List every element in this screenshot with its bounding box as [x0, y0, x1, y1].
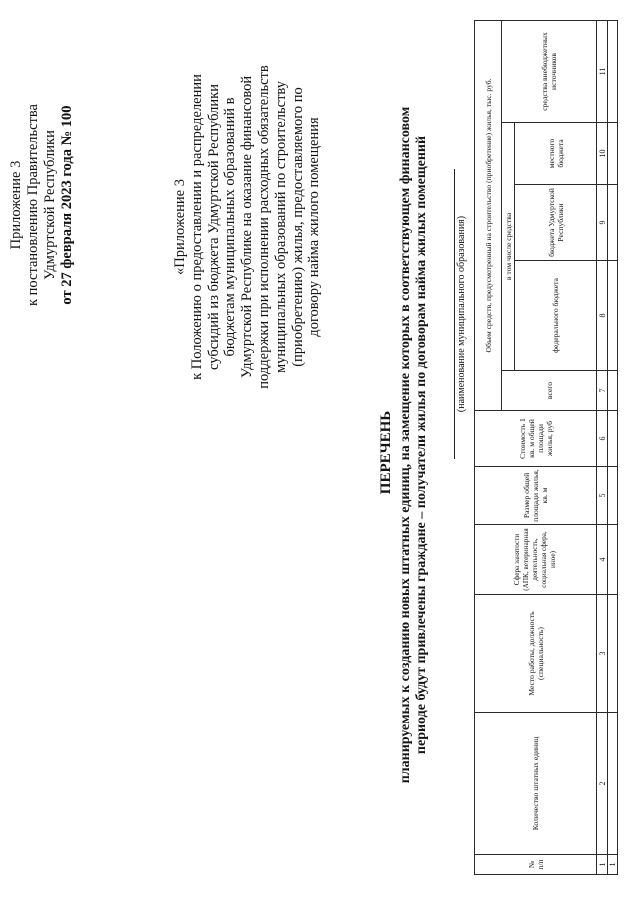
header-count: Количество штатных единиц: [475, 713, 597, 855]
column-number: 11: [597, 20, 608, 122]
header-udmurt: бюджета Удмуртской Республики: [515, 185, 597, 261]
appendix-header: [8, 25, 76, 385]
subtitle-line-1: планируемых к созданию новых штатных единиц, на замещение которых в соответствующем финансовом: [398, 106, 413, 784]
appendix-line-3: Удмуртской Республики: [42, 130, 58, 280]
column-number: 5: [597, 467, 608, 525]
appendix-line-4: от 27 февраля 2023 года № 100: [59, 105, 75, 305]
municipality-label: (наименование муниципального образования): [456, 215, 467, 413]
table-cell: [608, 595, 618, 713]
header-area: Размер общей площади жилья, кв. м: [475, 467, 597, 525]
column-number: 8: [597, 261, 608, 371]
header-volume: Объем средств, предусмотренный на строительство (приобретение) жилья, тыс. руб.: [475, 20, 502, 410]
column-number: 4: [597, 525, 608, 595]
header-total: всего: [502, 371, 597, 411]
column-number: 3: [597, 595, 608, 713]
table-cell: [608, 123, 618, 185]
column-number-row: [597, 20, 608, 874]
document-title: ПЕРЕЧЕНЬ: [378, 410, 394, 495]
column-number: 1: [597, 855, 608, 875]
polozhenie-block: [172, 17, 323, 437]
municipality-underline: [454, 169, 455, 459]
polozhenie-line-1: «Приложение 3: [172, 179, 188, 275]
polozhenie-line-8: (приобретению) жилья, предоставляемого по: [289, 87, 306, 367]
header-cost: Стоимость 1 кв. м общей площади жилья, руб: [475, 411, 597, 467]
table-cell: [608, 713, 618, 855]
column-number: 2: [597, 713, 608, 855]
header-local: местного бюджета: [515, 123, 597, 185]
table-cell: [608, 261, 618, 371]
column-number: 7: [597, 371, 608, 411]
polozhenie-line-9: договору найма жилого помещения: [306, 117, 323, 337]
subtitle-line-2: периоде будут привлечены граждане – получатели жилья по договорам найма жилых помещений: [414, 135, 429, 755]
header-federal: федерального бюджета: [515, 261, 597, 371]
polozhenie-line-7: муниципальных образований по строительству: [272, 80, 289, 374]
table-cell: [608, 411, 618, 467]
document-subtitle: [398, 65, 430, 825]
header-sphere: Сфера занятости (АПК, ветеринарная деятельность, социальная сфера, иное): [475, 525, 597, 595]
polozhenie-line-3: субсидий из бюджета Удмуртской Республики: [205, 84, 222, 370]
appendix-line-1: Приложение 3: [8, 160, 24, 250]
polozhenie-line-4: бюджетам муниципальных образований в: [222, 97, 239, 357]
column-number: 9: [597, 185, 608, 261]
table-cell: [608, 467, 618, 525]
table-cell: 1: [608, 855, 618, 875]
polozhenie-line-2: к Положению о предоставлении и распределении: [188, 74, 205, 380]
table-cell: [608, 525, 618, 595]
column-number: 10: [597, 123, 608, 185]
appendix-line-2: к постановлению Правительства: [25, 104, 41, 306]
header-no: № п/п: [475, 855, 597, 875]
table-cell: [608, 371, 618, 411]
column-number: 6: [597, 411, 608, 467]
header-extra: средства внебюджетных источников: [502, 20, 597, 122]
table-cell: [608, 185, 618, 261]
header-row-1: [475, 20, 502, 874]
polozhenie-line-6: поддержки при исполнении расходных обязательств: [255, 65, 272, 389]
header-place: Место работы, должность (специальность): [475, 595, 597, 713]
polozhenie-line-5: Удмуртской Республике на оказание финансовой: [239, 75, 256, 379]
table-cell: [608, 20, 618, 122]
table-row: [608, 20, 618, 874]
staff-units-table: [474, 20, 618, 875]
header-including: в том числе средства: [502, 123, 515, 371]
